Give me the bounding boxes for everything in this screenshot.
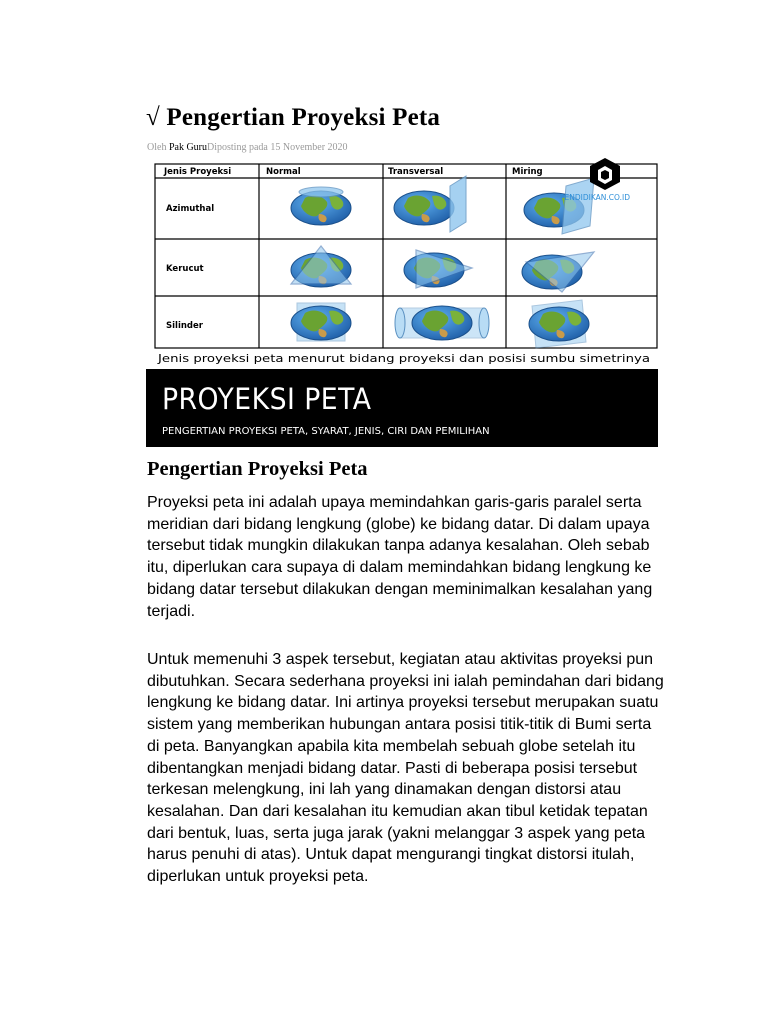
row-label-kerucut: Kerucut <box>166 264 204 274</box>
col-header-normal: Normal <box>266 167 301 177</box>
figure-caption: Jenis proyeksi peta menurut bidang proyeksi dan posisi sumbu simetrinya <box>156 353 651 365</box>
silinder-normal-icon <box>291 303 351 341</box>
col-header-miring: Miring <box>512 167 543 177</box>
post-meta <box>147 142 348 153</box>
azimuthal-transversal-icon <box>394 176 466 232</box>
azimuthal-normal-icon <box>291 187 351 225</box>
author-link[interactable]: Pak Guru <box>168 142 208 153</box>
paragraph-2: Untuk memenuhi 3 aspek tersebut, kegiatan atau aktivitas proyeksi pun dibutuhkan. Secara sederhana proyeksi ini ialah pemindahan dari bidang lengkung ke bidang datar. Ini artinya proyeksi tersebut merupakan suatu sistem yang memberikan hubungan antara posisi titik-titik di Bumi serta di peta. Banyangkan apabila kita membelah sebuah globe setelah itu dibentangkan menjadi bidang datar. Pasti di beberapa posisi tersebut terkesan melengkung, ini lah yang dinamakan dengan distorsi atau kesalahan. Dan dari kesalahan itu kemudian akan tibul ketidak tepatan dari bentuk, luas, serta juga jarak (yakni melanggar 3 aspek yang peta harus penuhi di atas). Untuk dapat mengurangi tingkat distorsi itulah, diperlukan untuk proyeksi peta. <box>147 651 664 886</box>
pendidikan-logo-icon <box>590 158 620 190</box>
banner <box>146 369 658 447</box>
silinder-transversal-icon <box>395 306 489 340</box>
banner-title: PROYEKSI PETA <box>162 382 372 416</box>
silinder-miring-icon <box>529 300 589 348</box>
banner-subtitle: PENGERTIAN PROYEKSI PETA, SYARAT, JENIS, CIRI DAN PEMILIHAN <box>162 426 490 437</box>
col-header-jenis: Jenis Proyeksi <box>164 167 232 177</box>
row-label-silinder: Silinder <box>166 321 203 331</box>
projection-table-image <box>154 156 658 372</box>
azimuthal-miring-icon <box>524 178 594 234</box>
meta-prefix: Oleh <box>147 142 169 153</box>
watermark-text: PENDIDIKAN.CO.ID <box>560 193 630 202</box>
section-heading: Pengertian Proyeksi Peta <box>147 458 368 480</box>
col-header-transversal: Transversal <box>388 167 444 177</box>
kerucut-miring-icon <box>522 252 594 292</box>
kerucut-transversal-icon <box>404 250 472 288</box>
post-date: Diposting pada 15 November 2020 <box>207 142 348 153</box>
row-label-azimuthal: Azimuthal <box>166 204 215 214</box>
kerucut-normal-icon <box>291 246 351 287</box>
paragraph-1: Proyeksi peta ini adalah upaya memindahkan garis-garis paralel serta meridian dari bidang lengkung (globe) ke bidang datar. Di dalam upaya tersebut tidak mungkin dilakukan tanpa adanya kesalahan. Oleh sebab itu, diperlukan cara supaya di dalam memindahkan bidang lengkung ke bidang datar tersebut dilakukan dengan meminimalkan kesalahan yang terjadi. <box>147 494 653 620</box>
page-title: √ Pengertian Proyeksi Peta <box>146 104 441 131</box>
projection-figure <box>154 156 658 372</box>
